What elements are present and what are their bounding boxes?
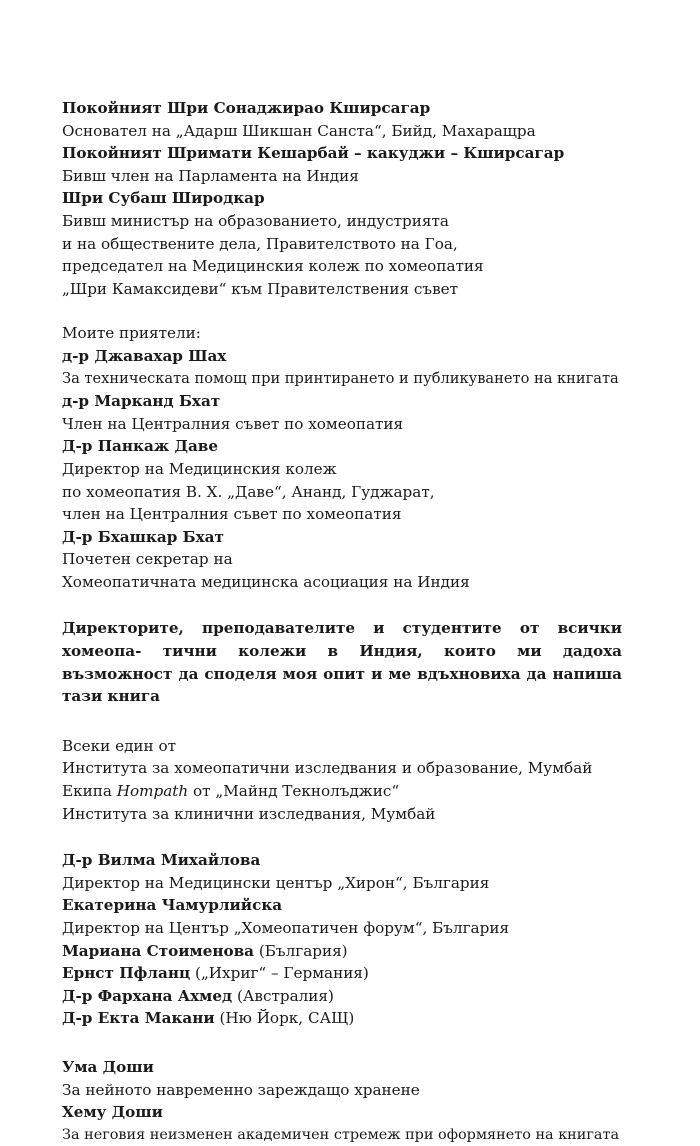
text-line (62, 345, 622, 368)
text-line (62, 120, 622, 143)
institutes-section (62, 735, 622, 825)
text-line (62, 917, 622, 940)
text-line (62, 849, 622, 872)
colleges-paragraph: Директорите, преподавателите и студентите от всички хомеопа- тични колежи в Индия, които ми дадоха възможност да споделя моя опит и ме вдъхновиха да напиша тази книга (62, 619, 622, 706)
person-name: Ернст Пфланц (62, 964, 191, 983)
text-line (62, 985, 622, 1008)
line-text: Моите приятели: (62, 324, 201, 343)
line-text: Директор на Медицинския колеж (62, 459, 337, 478)
line-text: За техническата помощ при принтирането и публикуването на книгата (62, 369, 619, 387)
text-line (62, 187, 622, 210)
paragraph-gap (62, 1030, 622, 1056)
text-line (62, 435, 622, 458)
line-text: (Ню Йорк, САЩ) (214, 1009, 355, 1028)
person-name: Ума Доши (62, 1057, 154, 1076)
text-line (62, 233, 622, 256)
line-text: Директор на Медицински център „Хирон“, България (62, 873, 490, 892)
text-line (62, 1007, 622, 1030)
text-line (62, 940, 622, 963)
line-text: Директор на Център „Хомеопатичен форум“, България (62, 919, 510, 937)
text-line (62, 1101, 622, 1124)
person-name: Покойният Шри Сонаджирао Кширсагар (62, 99, 431, 117)
line-text: Основател на „Адарш Шикшан Санста“, Бийд, Махаращра (62, 121, 536, 140)
line-text: по хомеопатия В. Х. „Даве“, Ананд, Гуджарат, (62, 482, 435, 501)
software-name: Hompath (116, 782, 189, 801)
acknowledgements-text (62, 97, 622, 1146)
person-name: Шри Субаш Широдкар (62, 189, 265, 208)
text-line (62, 526, 622, 549)
person-name: д-р Марканд Бхат (62, 392, 221, 411)
line-text: Бивш член на Парламента на Индия (62, 166, 359, 185)
text-line (62, 97, 622, 120)
person-name: Покойният Шримати Кешарбай – какуджи – Кширсагар (62, 144, 565, 163)
person-name: Д-р Бхашкар Бхат (62, 527, 224, 546)
text-line (62, 368, 622, 391)
text-line (62, 872, 622, 895)
line-text: „Шри Камаксидеви“ към Правителствения съвет (62, 279, 459, 298)
text-line (62, 481, 622, 504)
text-line (62, 962, 622, 985)
line-text: За нейното навременно зареждащо хранене (62, 1080, 420, 1099)
person-name: Хему Доши (62, 1103, 163, 1122)
text-line (62, 548, 622, 571)
person-name: Екатерина Чамурлийска (62, 896, 283, 915)
line-text: председател на Медицинския колеж по хомеопатия (62, 257, 484, 276)
text-line (62, 322, 622, 345)
paragraph-gap (62, 708, 622, 735)
line-text: Хомеопатичната медицинска асоциация на Индия (62, 572, 470, 591)
line-text: Бивш министър на образованието, индустрията (62, 211, 449, 230)
family-section (62, 1056, 622, 1146)
person-name: Мариана Стоименова (62, 941, 255, 960)
line-text: (България) (254, 941, 348, 960)
person-name: Д-р Панкаж Даве (62, 437, 219, 456)
line-text: от „Майнд Текнолъджис“ (188, 782, 400, 801)
text-line (62, 894, 622, 917)
line-text: Почетен секретар на (62, 550, 233, 569)
person-name: Д-р Вилма Михайлова (62, 851, 261, 870)
text-line (62, 571, 622, 594)
line-text: За неговия неизменен академичен стремеж при оформянето на книгата (62, 1126, 620, 1143)
text-line (62, 165, 622, 188)
text-line: Института за хомеопатични изследвания и образование, Мумбай (62, 759, 593, 778)
text-line (62, 780, 622, 803)
text-line: Института за клинични изследвания, Мумбай (62, 804, 436, 823)
paragraph-gap (62, 300, 622, 322)
person-name: д-р Джавахар Шах (62, 346, 227, 365)
text-line (62, 458, 622, 481)
person-name: Д-р Екта Макани (62, 1009, 215, 1028)
text-line (62, 413, 622, 436)
text-line (62, 255, 622, 278)
text-line (62, 142, 622, 165)
line-text: Член на Централния съвет по хомеопатия (62, 414, 404, 433)
text-line: Всеки един от (62, 736, 177, 755)
line-text: (Австралия) (232, 986, 334, 1005)
line-text: и на обществените дела, Правителството на Гоа, (62, 234, 458, 253)
text-line (62, 390, 622, 413)
friends-section (62, 322, 622, 593)
line-text: Екипа (62, 782, 117, 801)
founders-section (62, 97, 622, 300)
line-text: („Ихриг“ – Германия) (190, 964, 369, 983)
text-line (62, 1056, 622, 1079)
paragraph-gap (62, 825, 622, 849)
international-section (62, 849, 622, 1030)
text-line (62, 1124, 622, 1146)
text-line (62, 503, 622, 526)
line-text: член на Централния съвет по хомеопатия (62, 505, 402, 524)
person-name: Д-р Фархана Ахмед (62, 986, 233, 1005)
paragraph-gap (62, 593, 622, 617)
text-line (62, 1079, 622, 1102)
text-line (62, 278, 622, 301)
text-line (62, 210, 622, 233)
